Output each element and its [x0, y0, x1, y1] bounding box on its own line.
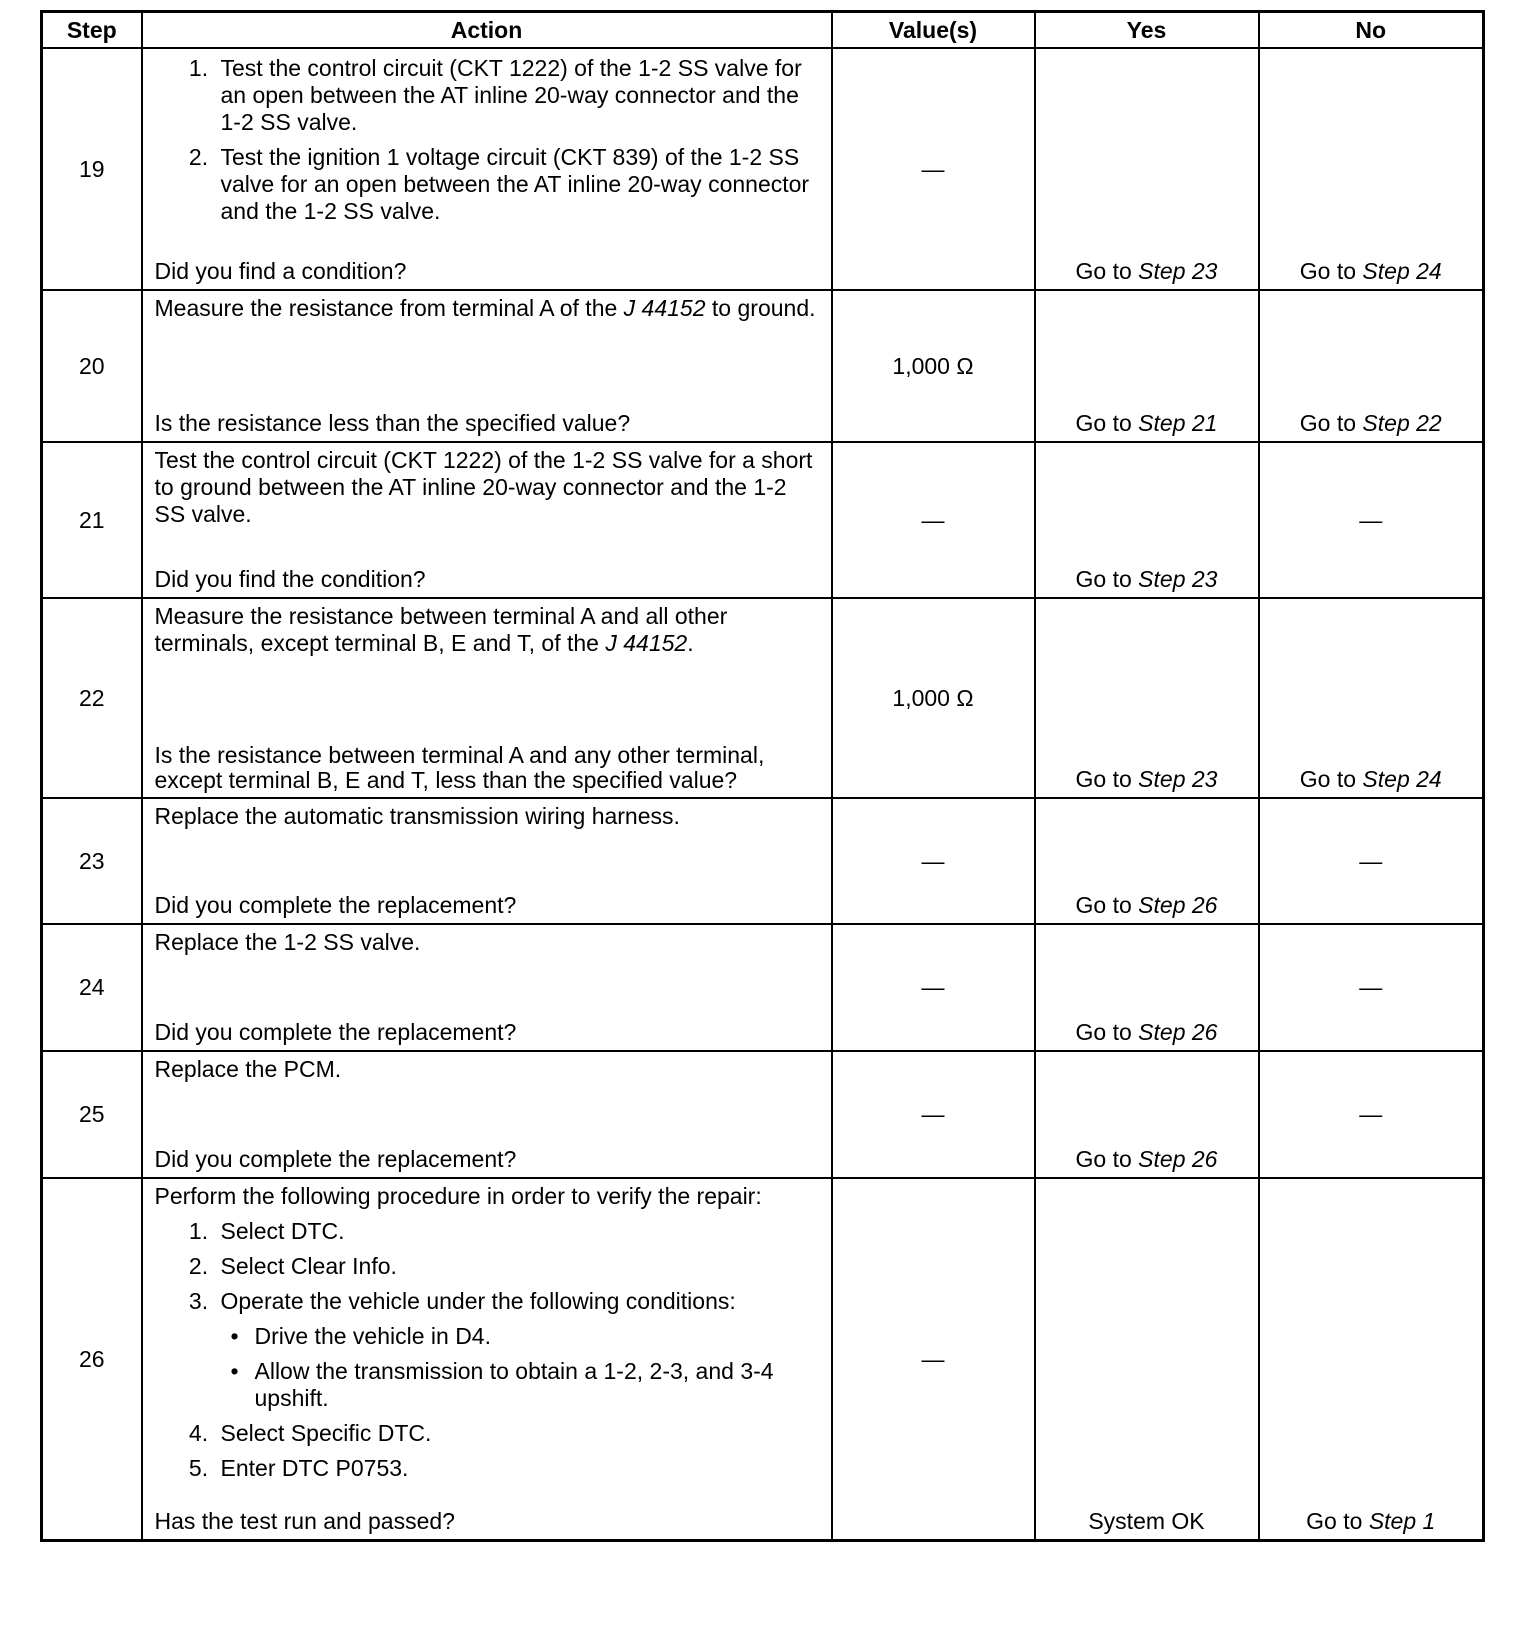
action-content [143, 1179, 831, 1539]
header-step: Step [42, 12, 142, 49]
action-cell [142, 442, 832, 598]
step-link[interactable]: Step 21 [1138, 410, 1218, 436]
step-number: 20 [42, 290, 142, 442]
action-step-item: 1. Test the control circuit (CKT 1222) of the 1-2 SS valve for an open between the AT inline 20-way connector and the 1-2 SS valve. [215, 55, 823, 136]
tool-reference: J 44152 [605, 630, 688, 656]
action-instruction: Measure the resistance between terminal A and all other terminals, except terminal B, E and T, of the J 44152. [154, 603, 728, 656]
step-link[interactable]: Step 26 [1138, 1146, 1218, 1172]
yes-cell: System OK [1035, 1178, 1259, 1541]
action-steps-list [155, 55, 823, 233]
action-step-item: 5. Enter DTC P0753. [215, 1455, 823, 1482]
action-step-item: 3. Operate the vehicle under the following conditions: • Drive the vehicle in D4. • Allow the transmission to obtain a 1-2, 2-3, and 3-4 upshift. [215, 1288, 823, 1412]
yes-cell [1035, 798, 1259, 924]
diagnostic-table-page [40, 10, 1482, 1542]
step-link[interactable]: Step 22 [1362, 410, 1442, 436]
step-link[interactable]: Step 23 [1138, 258, 1218, 284]
no-cell: — [1259, 1051, 1484, 1178]
no-cell: — [1259, 442, 1484, 598]
step-link[interactable]: Step 23 [1138, 766, 1218, 792]
action-cell [142, 798, 832, 924]
step-number: 26 [42, 1178, 142, 1541]
no-cell [1259, 598, 1484, 798]
action-question: Did you find the condition? [154, 566, 426, 592]
action-instruction: Replace the PCM. [154, 1056, 342, 1082]
action-question: Did you complete the replacement? [154, 1019, 517, 1045]
action-cell [142, 290, 832, 442]
action-question: Has the test run and passed? [154, 1508, 455, 1534]
header-no: No [1259, 12, 1484, 49]
goto-label: Go to [1075, 1019, 1132, 1045]
step-link[interactable]: Step 26 [1138, 1019, 1218, 1045]
action-step-item: 1. Select DTC. [215, 1218, 823, 1245]
diagnostic-steps-table [40, 10, 1485, 1542]
no-cell [1259, 1178, 1484, 1541]
condition-bullet: • Allow the transmission to obtain a 1-2, 2-3, and 3-4 upshift. [251, 1358, 823, 1412]
step-number: 24 [42, 924, 142, 1051]
action-instruction: Perform the following procedure in order to verify the repair: [154, 1183, 762, 1209]
header-action: Action [142, 12, 832, 49]
action-instruction: Test the control circuit (CKT 1222) of the 1-2 SS valve for a short to ground between the AT inline 20-way connector and the 1-2 SS valve. [154, 447, 813, 527]
tool-reference: J 44152 [623, 295, 706, 321]
header-yes: Yes [1035, 12, 1259, 49]
goto-label: Go to [1075, 566, 1132, 592]
no-cell: — [1259, 924, 1484, 1051]
action-content [143, 443, 831, 597]
action-question: Did you complete the replacement? [154, 1146, 517, 1172]
value-cell: — [832, 442, 1035, 598]
value-cell: — [832, 1178, 1035, 1541]
action-content [143, 291, 831, 441]
action-cell [142, 924, 832, 1051]
condition-bullet: • Drive the vehicle in D4. [251, 1323, 823, 1350]
step-number: 21 [42, 442, 142, 598]
value-cell: 1,000 Ω [832, 598, 1035, 798]
table-row [42, 1178, 1484, 1541]
step-link[interactable]: Step 24 [1362, 258, 1442, 284]
table-row [42, 442, 1484, 598]
table-row [42, 598, 1484, 798]
action-step-item: 2. Select Clear Info. [215, 1253, 823, 1280]
goto-label: Go to [1299, 410, 1357, 436]
action-question: Is the resistance between terminal A and any other terminal, except terminal B, E and T, less than the specified value? [154, 742, 765, 793]
table-header-row [42, 12, 1484, 49]
step-link[interactable]: Step 23 [1138, 566, 1218, 592]
action-cell [142, 48, 832, 290]
value-cell: 1,000 Ω [832, 290, 1035, 442]
value-cell: — [832, 48, 1035, 290]
yes-cell [1035, 1051, 1259, 1178]
no-cell [1259, 290, 1484, 442]
action-instruction: Measure the resistance from terminal A of the J 44152 to ground. [154, 295, 816, 321]
table-row [42, 1051, 1484, 1178]
no-cell: — [1259, 798, 1484, 924]
condition-bullet-list [221, 1323, 823, 1412]
table-row [42, 290, 1484, 442]
action-question: Did you complete the replacement? [154, 892, 517, 918]
action-cell [142, 1178, 832, 1541]
step-number: 25 [42, 1051, 142, 1178]
action-content [143, 599, 831, 797]
table-row [42, 924, 1484, 1051]
step-link[interactable]: Step 1 [1368, 1508, 1436, 1534]
goto-label: Go to [1306, 1508, 1363, 1534]
step-link[interactable]: Step 26 [1138, 892, 1218, 918]
action-steps-list [155, 1218, 823, 1490]
value-cell: — [832, 924, 1035, 1051]
step-link[interactable]: Step 24 [1362, 766, 1442, 792]
goto-label: Go to [1075, 892, 1132, 918]
table-row [42, 798, 1484, 924]
goto-label: Go to [1299, 766, 1357, 792]
action-content [143, 49, 831, 289]
action-instruction: Replace the 1-2 SS valve. [154, 929, 421, 955]
action-question: Did you find a condition? [154, 258, 407, 284]
yes-cell [1035, 48, 1259, 290]
action-content [143, 1052, 831, 1177]
value-cell: — [832, 798, 1035, 924]
action-step-item: 2. Test the ignition 1 voltage circuit (CKT 839) of the 1-2 SS valve for an open between the AT inline 20-way connector and the 1-2 SS valve. [215, 144, 823, 225]
goto-label: Go to [1075, 1146, 1132, 1172]
no-cell [1259, 48, 1484, 290]
action-step-item: 4. Select Specific DTC. [215, 1420, 823, 1447]
table-row [42, 48, 1484, 290]
goto-label: Go to [1075, 410, 1132, 436]
goto-label: Go to [1299, 258, 1357, 284]
action-cell [142, 598, 832, 798]
yes-cell [1035, 598, 1259, 798]
value-cell: — [832, 1051, 1035, 1178]
step-number: 22 [42, 598, 142, 798]
step-number: 23 [42, 798, 142, 924]
action-instruction: Replace the automatic transmission wiring harness. [154, 803, 680, 829]
action-content [143, 925, 831, 1050]
yes-cell [1035, 924, 1259, 1051]
step-number: 19 [42, 48, 142, 290]
action-content [143, 799, 831, 923]
action-question: Is the resistance less than the specified value? [154, 410, 631, 436]
goto-label: Go to [1075, 766, 1132, 792]
goto-label: Go to [1075, 258, 1132, 284]
yes-cell [1035, 442, 1259, 598]
yes-cell [1035, 290, 1259, 442]
action-cell [142, 1051, 832, 1178]
header-values: Value(s) [832, 12, 1035, 49]
